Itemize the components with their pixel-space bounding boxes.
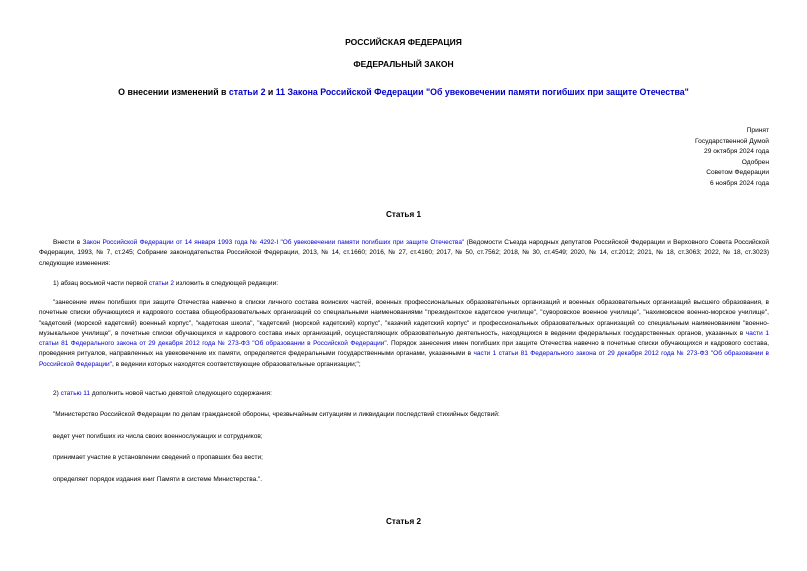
item-1-text-1: 1) абзац восьмой части первой	[53, 280, 149, 287]
law-title	[0, 87, 807, 97]
quote-2	[39, 410, 769, 420]
item-2-text-2: дополнить новой частью девятой следующего содержания:	[90, 390, 272, 397]
item-1-text-2: изложить в следующей редакции:	[173, 280, 279, 287]
law-link[interactable]: 11 Закона Российской Федерации "Об увековечении памяти погибших при защите Отечества"	[275, 87, 689, 97]
article-2-link[interactable]: статьи 2	[228, 87, 266, 97]
adoption-line: Принят	[746, 127, 769, 134]
item-2-text-1: 2)	[53, 390, 61, 397]
intro-text-2: (Ведомости Съезда народных депутатов Российской Федерации и Верховного Совета Российской Федерации, 1993, № 7, ст.245; Собрание законодательства Российской Федерации, 2013, № 14, ст.1660; 2016, № 27, ст.4160; 2017, № 50, ст.7562; 2018, № 30, ст.4549; 2020, № 14, ст.2012; 2021, № 18, ст.3063; 2022, № 18, ст.3023) следующие изменения:	[39, 239, 770, 267]
approval-line: Одобрен	[741, 158, 769, 166]
article-2-ref-link[interactable]: статьи 2	[148, 280, 174, 287]
item-2	[39, 389, 769, 399]
law-title-text-2: и	[265, 87, 276, 97]
federation-heading: РОССИЙСКАЯ ФЕДЕРАЦИЯ	[345, 37, 462, 47]
adoption-block	[695, 126, 769, 189]
base-law-link[interactable]: Закон Российской Федерации от 14 января 1993 года № 4292-I "Об увековечении памяти погибших при защите Отечества"	[82, 239, 465, 246]
article-11-link[interactable]: статью 11	[60, 390, 91, 397]
article-1-heading: Статья 1	[385, 210, 422, 219]
quote-4-text: принимает участие в установлении сведений о пропавших без вести;	[53, 454, 263, 461]
education-law-link-1[interactable]: части 1 статьи 81 Федерального закона от 29 декабря 2012 года № 273-ФЗ "Об образовании в Российской Федерации"	[39, 329, 769, 348]
article-2-heading: Статья 2	[385, 517, 422, 526]
adoption-line: Государственной Думой	[695, 137, 769, 145]
intro-text-1: Внести в	[53, 239, 83, 246]
adoption-date: 29 октября 2024 года	[704, 148, 769, 155]
quote-3-text: ведет учет погибших из числа своих военнослужащих и сотрудников;	[53, 433, 263, 440]
item-1	[39, 279, 769, 289]
quote-1-text-1: "занесение имен погибших при защите Отечества навечно в списки личного состава воинских частей, военных профессиональных образовательных организаций и военных образовательных организаций высшего образования, в почетные списки обучающихся и кадрового состава общеобразовательных организаций со специальными наименованиями "президентское кадетское училище", "суворовское военное училище", "нахимовское военно-морское училище", "кадетский (морской кадетский) военный корпус", "кадетская школа", "кадетский (морской кадетский) корпус", "казачий кадетский корпус" и профессиональных образовательных организаций со специальным наименованием "военно-музыкальное училище", в почетные списки обучающихся и кадрового состава иных организаций, осуществляющих образовательную деятельность, находящихся в ведении федеральных государственных органов, указанных в	[39, 299, 769, 337]
quote-5-text: определяет порядок издания книг Памяти в системе Министерства.".	[53, 476, 263, 483]
quote-1-text-3: , в ведении которых находятся соответствующие образовательные организации;";	[112, 360, 361, 368]
law-type-heading: ФЕДЕРАЛЬНЫЙ ЗАКОН	[353, 59, 454, 69]
quote-2-text: "Министерство Российской Федерации по делам гражданской обороны, чрезвычайным ситуациям и ликвидации последствий стихийных бедствий:	[53, 411, 500, 418]
quote-5	[39, 475, 769, 485]
approval-line: Советом Федерации	[706, 169, 769, 176]
quote-3	[39, 432, 769, 442]
quote-1-text-2: . Порядок занесения имен погибших при защите Отечества навечно в почетные списки обучающихся и кадрового состава, проведения ритуалов, направленных на увековечение их памяти, определяется федеральными государственными органами, указанными в	[39, 340, 770, 358]
quote-1	[39, 298, 769, 370]
law-title-text-1: О внесении изменений в	[118, 87, 229, 97]
quote-4	[39, 453, 769, 463]
education-law-link-2[interactable]: части 1 статьи 81 Федерального закона от 29 декабря 2012 года № 273-ФЗ "Об образовании в Российской Федерации"	[39, 350, 769, 368]
approval-date: 6 ноября 2024 года	[710, 179, 769, 187]
article-1-intro	[39, 238, 769, 269]
